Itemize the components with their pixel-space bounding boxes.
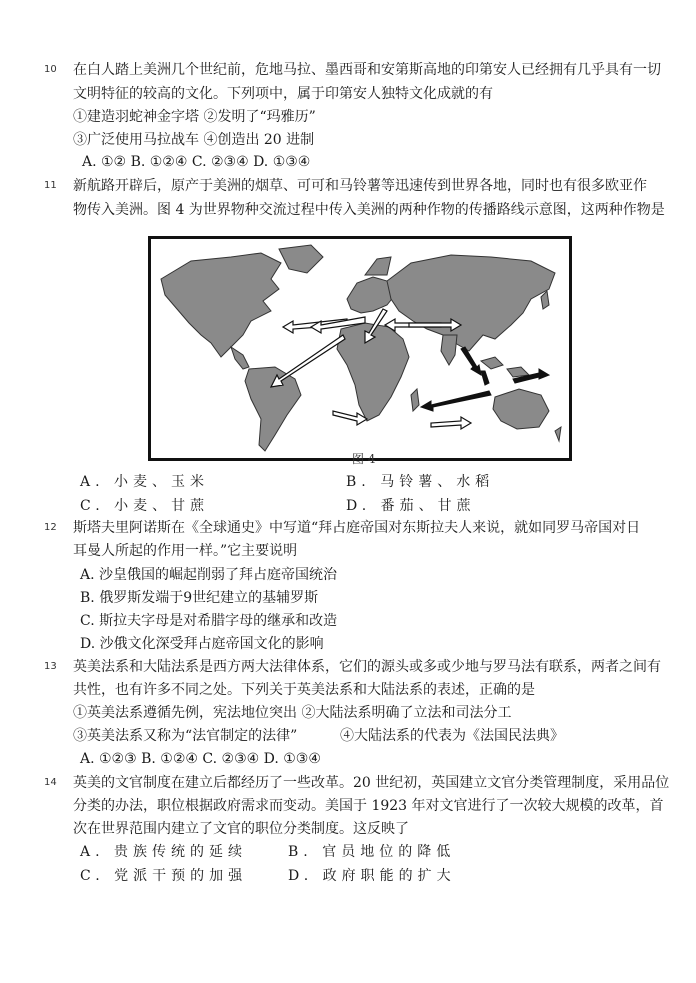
- question-12-number: 12: [44, 522, 57, 533]
- question-10-items-line-1: ①建造羽蛇神金字塔 ②发明了“玛雅历”: [73, 109, 316, 125]
- question-12-stem-line-1: 斯塔夫里阿诺斯在《全球通史》中写道“拜占庭帝国对东斯拉夫人来说，就如同罗马帝国对日: [73, 520, 641, 536]
- question-12-option-d: D. 沙俄文化深受拜占庭帝国文化的影响: [80, 636, 324, 652]
- figure-4-caption: 图 4: [352, 452, 376, 466]
- question-12-option-c: C. 斯拉夫字母是对希腊字母的继承和改造: [80, 613, 338, 629]
- question-13-item-3: ③英美法系又称为“法官制定的法律”: [73, 728, 298, 744]
- question-13-items-line-1: ①英美法系遵循先例，宪法地位突出 ②大陆法系明确了立法和司法分工: [73, 705, 512, 721]
- world-map-illustration: [151, 239, 569, 458]
- question-13-item-4: ④大陆法系的代表为《法国民法典》: [340, 728, 564, 744]
- question-10-number: 10: [44, 64, 57, 75]
- question-14-option-b: B. 官员地位的降低: [288, 844, 456, 860]
- question-11-stem-line-1: 新航路开辟后，原产于美洲的烟草、可可和马铃薯等迅速传到世界各地，同时也有很多欧亚作: [73, 178, 647, 194]
- question-13-stem-line-2: 共性，也有许多不同之处。下列关于英美法系和大陆法系的表述，正确的是: [73, 682, 535, 698]
- question-11-stem-line-2: 物传入美洲。图 4 为世界物种交流过程中传入美洲的两种作物的传播路线示意图，这两种作物是: [73, 202, 665, 218]
- question-14-stem-line-3: 次在世界范围内建立了文官的职位分类制度。这反映了: [73, 821, 409, 837]
- question-11-option-b: B. 马铃薯、水稻: [346, 474, 495, 490]
- question-10-stem-line-2: 文明特征的较高的文化。下列项中，属于印第安人独特文化成就的有: [73, 86, 493, 102]
- question-14-option-d: D. 政府职能的扩大: [288, 868, 456, 884]
- question-14-stem-line-1: 英美的文官制度在建立后都经历了一些改革。20 世纪初，英国建立文官分类管理制度，采用品位: [73, 775, 670, 791]
- question-10-stem-line-1: 在白人踏上美洲几个世纪前，危地马拉、墨西哥和安第斯高地的印第安人已经拥有几乎具有一切: [73, 62, 661, 78]
- question-11-number: 11: [44, 180, 57, 191]
- question-14-option-c: C. 党派干预的加强: [80, 868, 248, 884]
- question-10-items-line-2: ③广泛使用马拉战车 ④创造出 20 进制: [73, 132, 315, 148]
- question-13-number: 13: [44, 661, 57, 672]
- question-11-option-a: A. 小麦、玉米: [80, 474, 210, 490]
- question-13-options: A. ①②③ B. ①②④ C. ②③④ D. ①③④: [80, 751, 321, 767]
- question-12-option-b: B. 俄罗斯发端于9世纪建立的基辅罗斯: [80, 590, 319, 606]
- question-14-option-a: A. 贵族传统的延续: [80, 844, 248, 860]
- question-11-option-d: D. 番茄、甘蔗: [346, 498, 476, 514]
- question-14-number: 14: [44, 777, 57, 788]
- question-10-options: A. ①② B. ①②④ C. ②③④ D. ①③④: [82, 154, 311, 170]
- figure-4-world-map: [148, 236, 572, 461]
- question-12-stem-line-2: 耳曼人所起的作用一样。”它主要说明: [73, 543, 298, 559]
- question-12-option-a: A. 沙皇俄国的崛起削弱了拜占庭帝国统治: [80, 567, 338, 583]
- question-14-stem-line-2: 分类的办法，职位根据政府需求而变动。美国于 1923 年对文官进行了一次较大规模的改革，首: [73, 798, 664, 814]
- question-13-stem-line-1: 英美法系和大陆法系是西方两大法律体系，它们的源头或多或少地与罗马法有联系，两者之间有: [73, 659, 661, 675]
- question-11-option-c: C. 小麦、甘蔗: [80, 498, 210, 514]
